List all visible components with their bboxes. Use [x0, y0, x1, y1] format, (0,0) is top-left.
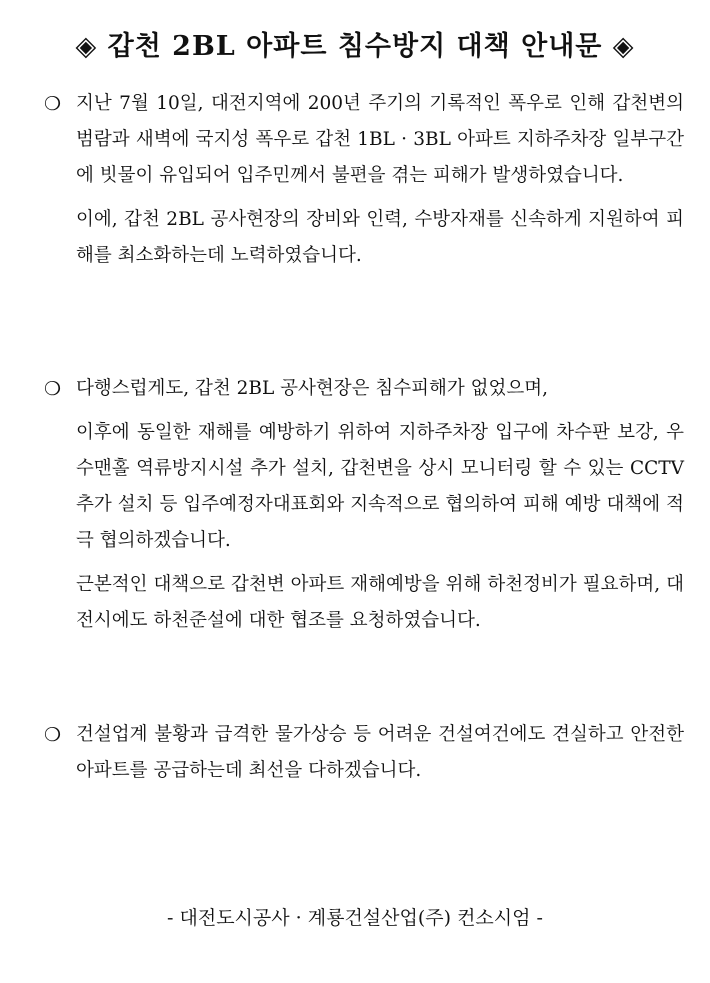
paragraph: 근본적인 대책으로 갑천변 아파트 재해예방을 위해 하천정비가 필요하며, 대전시에도 하천준설에 대한 협조를 요청하였습니다. — [76, 574, 684, 631]
paragraph: 이에, 갑천 2BL 공사현장의 장비와 인력, 수방자재를 신속하게 지원하여 피해를 최소화하는데 노력하였습니다. — [76, 209, 684, 266]
bullet-circle-icon: ❍ — [44, 724, 62, 746]
paragraph: 다행스럽게도, 갑천 2BL 공사현장은 침수피해가 없었으며, — [76, 378, 548, 399]
notice-section-commitment — [44, 717, 684, 789]
bullet-circle-icon: ❍ — [44, 378, 62, 400]
page-title: ◈ 갑천 2BL 아파트 침수방지 대책 안내문 ◈ — [75, 31, 635, 62]
notice-section-damage — [44, 86, 684, 274]
footer-signature: - 대전도시공사 · 계룡건설산업(주) 컨소시엄 - — [167, 907, 543, 929]
paragraph: 건설업계 불황과 급격한 물가상승 등 어려운 건설여건에도 견실하고 안전한 아파트를 공급하는데 최선을 다하겠습니다. — [76, 724, 684, 781]
notice-section-prevention — [44, 371, 684, 639]
bullet-circle-icon: ❍ — [44, 93, 62, 115]
paragraph: 지난 7월 10일, 대전지역에 200년 주기의 기록적인 폭우로 인해 갑천변의 범람과 새벽에 국지성 폭우로 갑천 1BL · 3BL 아파트 지하주차장 일부구간에 빗물이 유입되어 입주민께서 불편을 겪는 피해가 발생하였습니다. — [76, 93, 684, 186]
paragraph: 이후에 동일한 재해를 예방하기 위하여 지하주차장 입구에 차수판 보강, 우수맨홀 역류방지시설 추가 설치, 갑천변을 상시 모니터링 할 수 있는 CCTV 추가 설치 등 입주예정자대표회와 지속적으로 협의하여 피해 예방 대책에 적극 협의하겠습니다. — [76, 422, 684, 551]
